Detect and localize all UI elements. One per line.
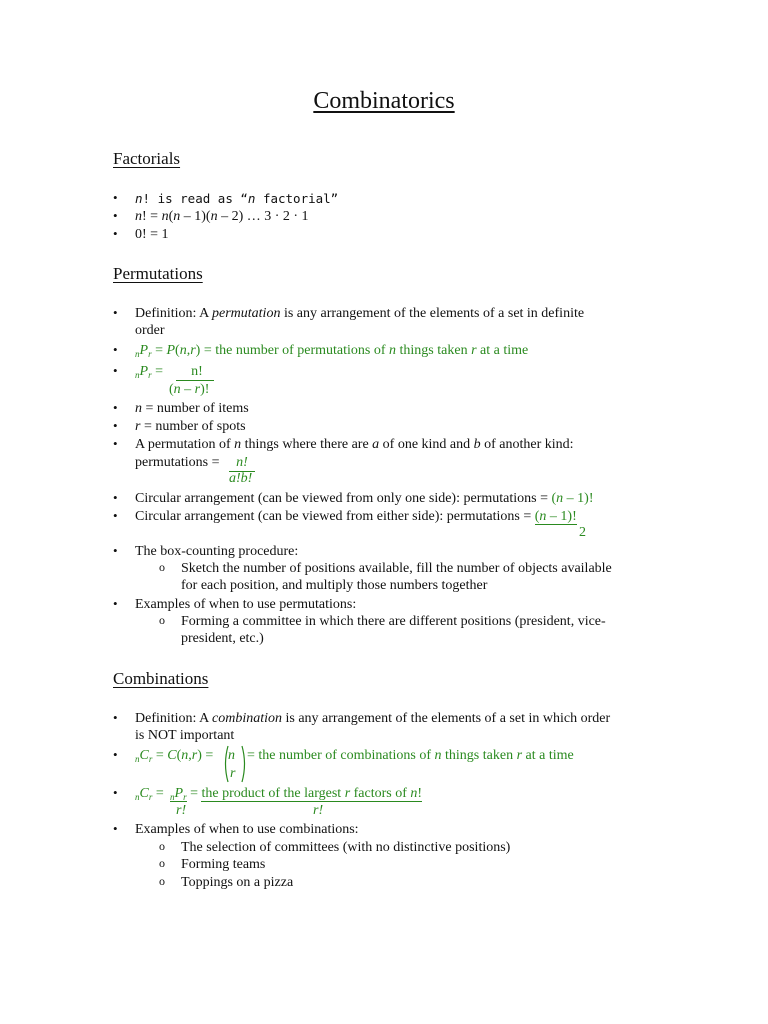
- multiset-denominator: a!b!: [229, 471, 253, 486]
- bullet: •: [113, 543, 118, 558]
- ncr-formula-denominator: r!: [176, 803, 187, 818]
- n-items: n = number of items: [135, 401, 249, 416]
- subbullet: o: [159, 613, 165, 627]
- combination-example-item: Forming teams: [181, 857, 266, 872]
- permutation-example-item: Forming a committee in which there are different positions (president, vice-: [181, 614, 606, 629]
- permutation-definition: Definition: A permutation is any arrangement of the elements of a set in definite: [135, 306, 585, 321]
- factorial-read-as: n! is read as “n factorial”: [135, 191, 339, 206]
- combination-definition-cont: is NOT important: [135, 728, 235, 743]
- bullet: •: [113, 400, 118, 415]
- bullet: •: [113, 508, 118, 523]
- subbullet: o: [159, 839, 165, 853]
- combination-example-item: Toppings on a pizza: [181, 875, 294, 890]
- circular-either-side: Circular arrangement (can be viewed from either side): permutations = (n – 1)!: [135, 509, 577, 524]
- bullet: •: [113, 305, 118, 320]
- bullet: •: [113, 747, 118, 762]
- bullet: •: [113, 785, 118, 800]
- permutation-example-item-cont: president, etc.): [181, 631, 264, 646]
- r-spots: r = number of spots: [135, 419, 246, 434]
- subbullet: o: [159, 560, 165, 574]
- binomial-bottom: r: [230, 766, 236, 781]
- multiset-permutation: A permutation of n things where there are a of one kind and b of another kind:: [135, 437, 574, 452]
- section-heading-factorials: Factorials: [113, 149, 181, 168]
- box-counting-step: Sketch the number of positions available, fill the number of objects available: [181, 561, 612, 576]
- bullet: •: [113, 821, 118, 836]
- npr-definition: $_nP_r = P(n,r)$ = the number of permutations of n things taken r at a time: [135, 343, 529, 359]
- bullet: •: [113, 436, 118, 451]
- section-heading-combinations: Combinations: [113, 669, 209, 688]
- bullet: •: [113, 363, 118, 378]
- bullet: •: [113, 596, 118, 611]
- ncr-definition-lhs: $_nC_r = C(n,r)$ =: [135, 748, 214, 764]
- subbullet: o: [159, 874, 165, 888]
- combination-definition: Definition: A combination is any arrangement of the elements of a set in which order: [135, 711, 611, 726]
- combination-examples: Examples of when to use combinations:: [135, 822, 359, 837]
- bullet: •: [113, 342, 118, 357]
- bullet: •: [113, 710, 118, 725]
- ncr-definition-rhs: = the number of combinations of n things taken r at a time: [247, 748, 574, 763]
- box-counting: The box-counting procedure:: [135, 544, 299, 559]
- multiset-numerator: n!: [229, 454, 255, 472]
- ncr-formula-lhs: $_nC_r$ =: [135, 786, 164, 802]
- zero-factorial: 0! = 1: [135, 227, 169, 242]
- permutation-definition-cont: order: [135, 323, 165, 338]
- bullet: •: [113, 226, 118, 241]
- box-counting-step-cont: for each position, and multiply those numbers together: [181, 578, 488, 593]
- circular-one-side: Circular arrangement (can be viewed from only one side): permutations = (n – 1)!: [135, 491, 594, 506]
- npr-formula-lhs: $_nP_r$ =: [135, 364, 163, 380]
- bullet: •: [113, 490, 118, 505]
- ncr-formula-denominator-2: r!: [313, 803, 324, 818]
- binomial-top: n: [228, 748, 235, 763]
- npr-formula-numerator: n!: [176, 363, 214, 381]
- circular-either-denominator: 2: [579, 525, 586, 540]
- npr-formula-denominator: (n – r)!: [169, 382, 210, 397]
- bullet: •: [113, 418, 118, 433]
- section-heading-permutations: Permutations: [113, 264, 203, 283]
- permutation-examples: Examples of when to use permutations:: [135, 597, 357, 612]
- subbullet: o: [159, 856, 165, 870]
- page-title: Combinatorics: [313, 88, 455, 114]
- multiset-permutation-label: permutations =: [135, 455, 220, 470]
- factorial-formula: n! = n(n – 1)(n – 2) … 3 · 2 · 1: [135, 209, 309, 224]
- bullet: •: [113, 190, 118, 205]
- bullet: •: [113, 208, 118, 223]
- ncr-formula-npr: $_nP_r$ = the product of the largest r factors of n!: [170, 786, 423, 802]
- combination-example-item: The selection of committees (with no distinctive positions): [181, 840, 511, 855]
